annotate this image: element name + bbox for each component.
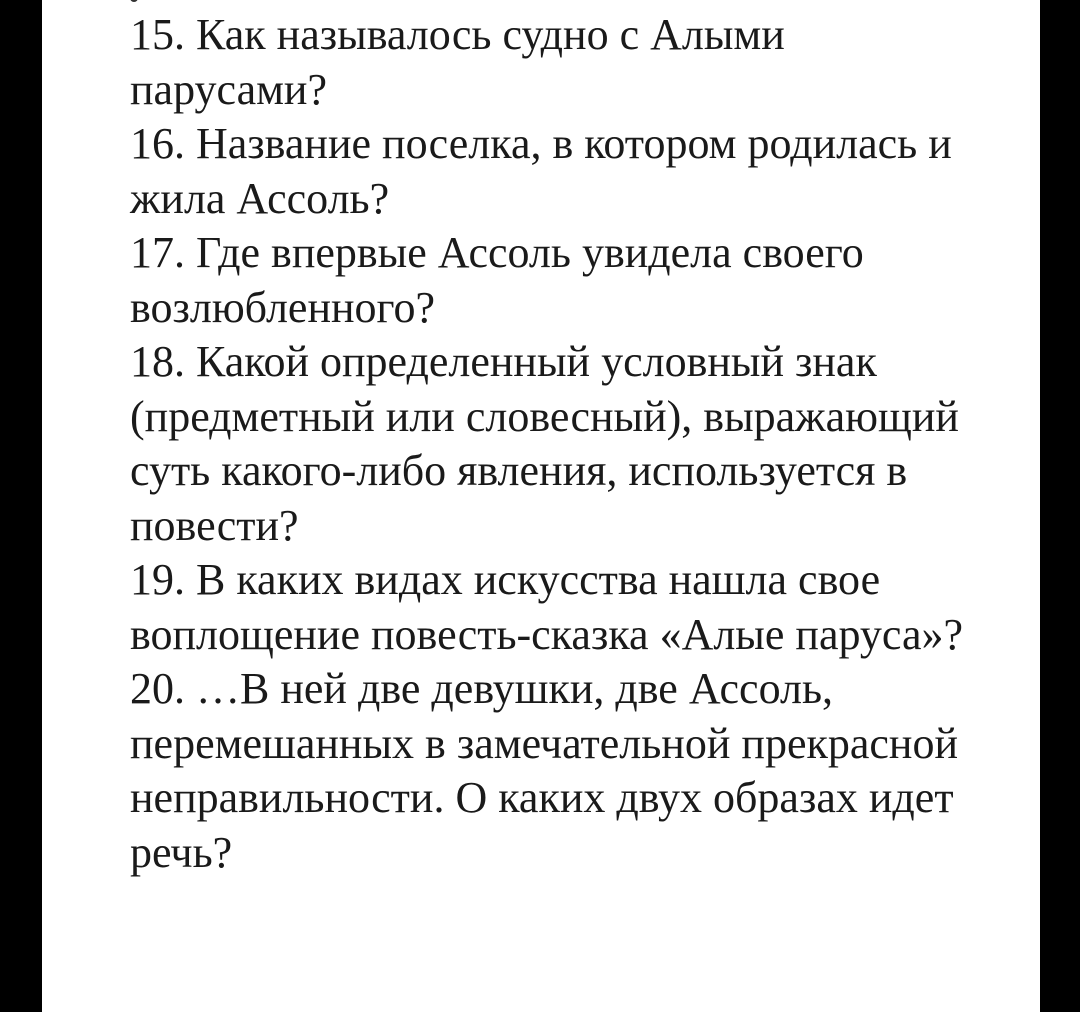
question-list <box>130 8 990 880</box>
question-19: 19. В каких видах искусства нашла свое воплощение повесть-сказка «Алые паруса»? <box>130 555 964 659</box>
question-16: 16. Название поселка, в котором родилась и жила Ассоль? <box>130 119 952 223</box>
document-page <box>42 0 1040 1012</box>
partial-previous-line-mark <box>130 0 138 2</box>
question-18: 18. Какой определенный условный знак (предметный или словесный), выражающий суть какого-либо явления, используется в повести? <box>130 337 959 550</box>
question-15: 15. Как называлось судно с Алыми парусами? <box>130 10 785 114</box>
question-17: 17. Где впервые Ассоль увидела своего возлюбленного? <box>130 228 864 332</box>
question-20: 20. …В ней две девушки, две Ассоль, перемешанных в замечательной прекрасной неправильности. О каких двух образах идет речь? <box>130 664 959 877</box>
